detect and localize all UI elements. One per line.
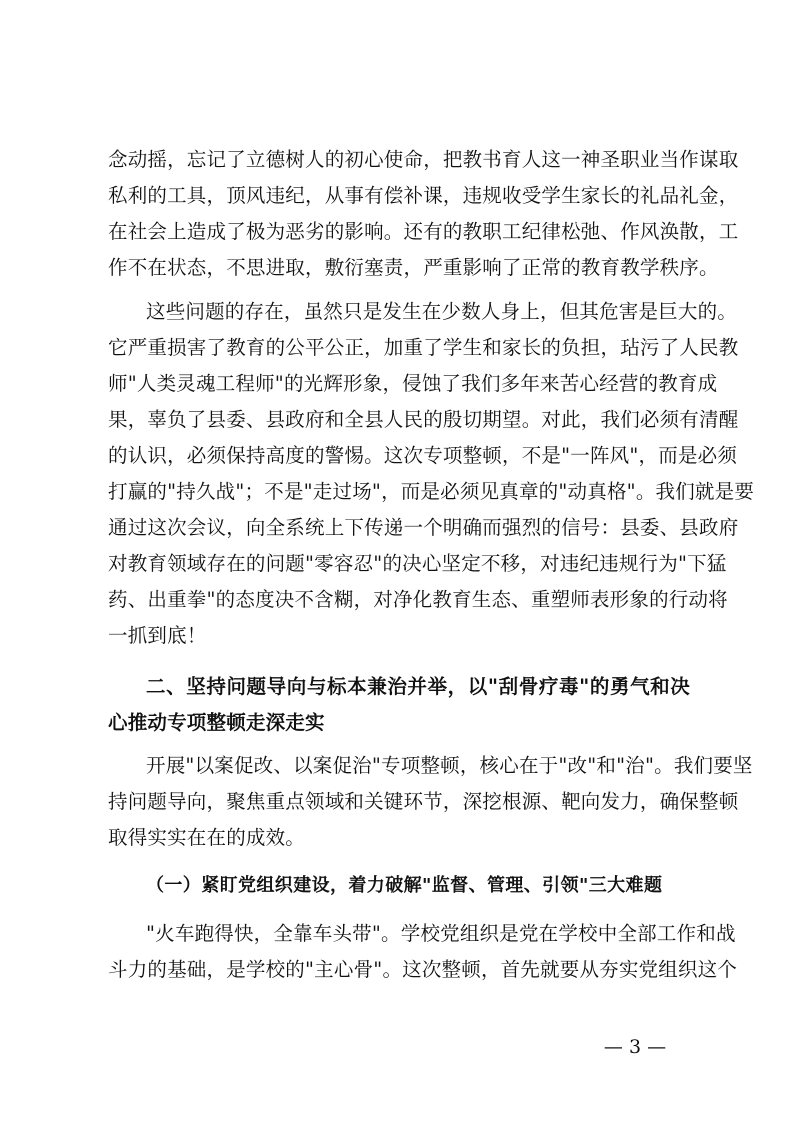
subsection-heading: （一）紧盯党组织建设，着力破解"监督、管理、引领"三大难题 bbox=[146, 875, 663, 896]
body-text-line: 在社会上造成了极为恶劣的影响。还有的教职工纪律松弛、作风涣散，工 bbox=[108, 220, 739, 243]
body-text-line: 念动摇，忘记了立德树人的初心使命，把教书育人这一神圣职业当作谋取 bbox=[108, 148, 739, 171]
body-text-line: 通过这次会议，向全系统上下传递一个明确而强烈的信号：县委、县政府 bbox=[108, 516, 739, 539]
body-text-line: 私利的工具，顶风违纪，从事有偿补课，违规收受学生家长的礼品礼金， bbox=[108, 184, 739, 207]
body-text-line: 取得实实在在的成效。 bbox=[108, 826, 306, 849]
body-text-line: 的认识，必须保持高度的警惕。这次专项整顿，不是"一阵风"，而是必须 bbox=[108, 444, 738, 467]
body-text-line: 它严重损害了教育的公平公正，加重了学生和家长的负担，玷污了人民教 bbox=[108, 336, 739, 359]
body-text-line: 开展"以案促改、以案促治"专项整顿，核心在于"改"和"治"。我们要坚 bbox=[146, 754, 753, 777]
page-number: — 3 — bbox=[603, 1036, 667, 1058]
body-text-line: 斗力的基础，是学校的"主心骨"。这次整顿，首先就要从夯实党组织这个 bbox=[108, 958, 738, 981]
body-text-line: 对教育领域存在的问题"零容忍"的决心坚定不移，对违纪违规行为"下猛 bbox=[108, 552, 727, 575]
section-heading-line: 心推动专项整顿走深走实 bbox=[108, 711, 325, 734]
body-text-line: 药、出重拳"的态度决不含糊，对净化教育生态、重塑师表形象的行动将 bbox=[108, 588, 728, 611]
body-text-line: 打赢的"持久战"；不是"走过场"，而是必须见真章的"动真格"。我们就是要 bbox=[108, 480, 755, 503]
body-text-line: 师"人类灵魂工程师"的光辉形象，侵蚀了我们多年来苦心经营的教育成 bbox=[108, 372, 718, 395]
body-text-line: 一抓到底！ bbox=[108, 624, 207, 647]
body-text-line: 这些问题的存在，虽然只是发生在少数人身上，但其危害是巨大的。 bbox=[146, 300, 738, 323]
section-heading-line: 二、坚持问题导向与标本兼治并举，以"刮骨疗毒"的勇气和决 bbox=[146, 675, 690, 698]
body-text-line: 果，辜负了县委、县政府和全县人民的殷切期望。对此，我们必须有清醒 bbox=[108, 408, 739, 431]
body-text-line: "火车跑得快，全靠车头带"。学校党组织是党在学校中全部工作和战 bbox=[146, 922, 736, 945]
body-text-line: 持问题导向，聚焦重点领域和关键环节，深挖根源、靶向发力，确保整顿 bbox=[108, 790, 739, 813]
body-text-line: 作不在状态，不思进取，敷衍塞责，严重影响了正常的教育教学秩序。 bbox=[108, 256, 719, 279]
